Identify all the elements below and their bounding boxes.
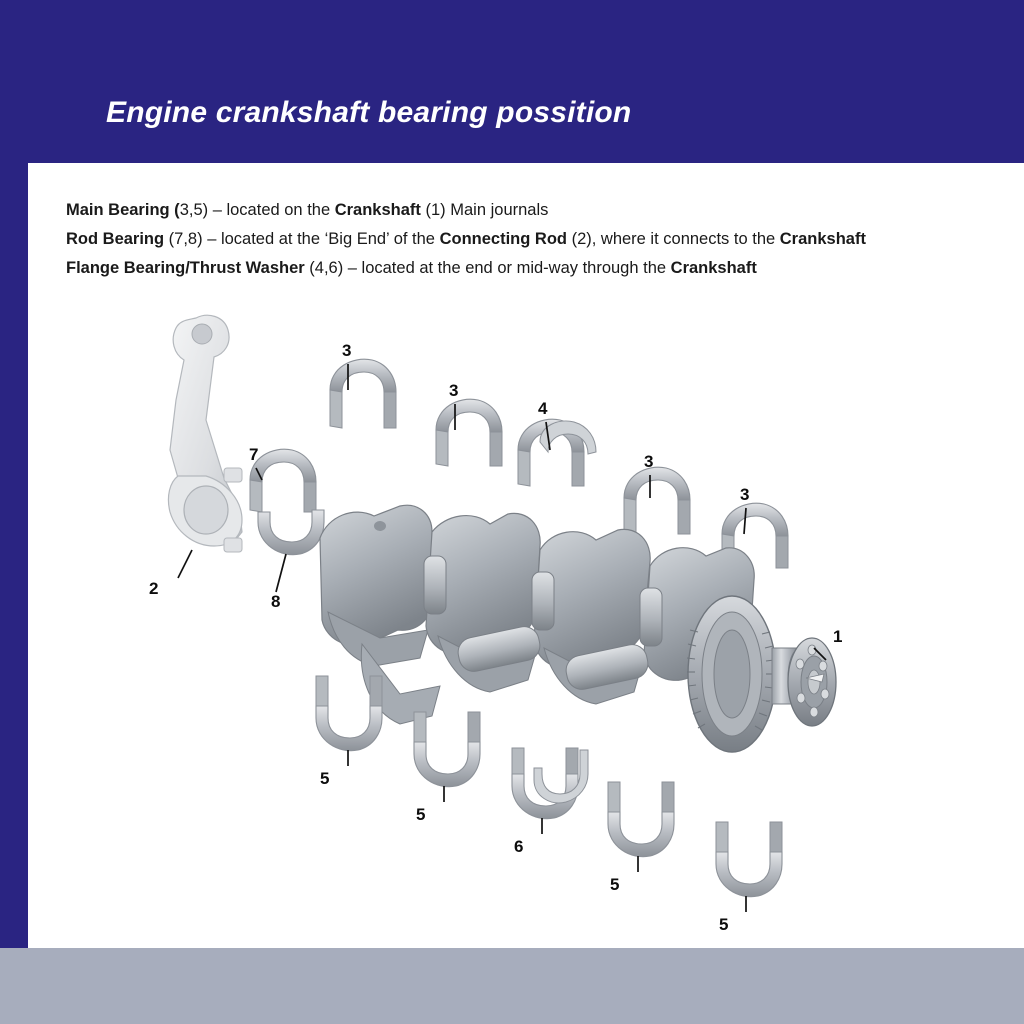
plain-text: 3,5) – located on the — [179, 201, 335, 219]
main-bearing-lower-shell-3 — [608, 782, 674, 857]
main-bearing-upper-shell-2 — [436, 399, 502, 466]
callout-7: 7 — [249, 445, 259, 464]
main-bearing-lower-shell-1 — [316, 676, 382, 751]
plain-text: (7,8) – located at the ‘Big End’ of the — [164, 230, 440, 248]
description-text — [66, 196, 996, 283]
engine-crankshaft-bearing-exploded-diagram — [28, 300, 1024, 948]
page-title: Engine crankshaft bearing possition — [106, 96, 632, 129]
description-line-3 — [66, 254, 996, 283]
callout-4: 4 — [538, 399, 548, 418]
callout-3a: 3 — [342, 341, 352, 360]
plain-text: (1) Main journals — [420, 201, 549, 219]
crankshaft — [320, 505, 836, 752]
callout-3b: 3 — [449, 381, 459, 400]
callout-3c: 3 — [644, 452, 654, 471]
crankshaft-flange — [772, 638, 836, 726]
crankshaft-ring-gear — [687, 596, 776, 752]
emphasis-text: Rod Bearing — [66, 230, 165, 248]
main-bearing-upper-shell-3 — [624, 467, 690, 534]
rod-bearing-upper-shell — [250, 449, 316, 512]
callout-5a: 5 — [320, 769, 330, 788]
main-bearing-lower-shell-4 — [716, 822, 782, 897]
plain-text: (4,6) – located at the end or mid-way through the — [304, 259, 671, 277]
flange-bearing-thrust-washer-upper — [518, 419, 596, 486]
main-bearing-upper-shell-1 — [330, 359, 396, 428]
callout-3d: 3 — [740, 485, 750, 504]
emphasis-text: Connecting Rod — [439, 230, 567, 248]
callout-1: 1 — [833, 627, 843, 646]
callout-6: 6 — [514, 837, 524, 856]
emphasis-text: Main Bearing ( — [66, 201, 180, 219]
callout-5b: 5 — [416, 805, 426, 824]
description-line-2 — [66, 225, 996, 254]
left-accent-band — [0, 0, 28, 1024]
emphasis-text: Flange Bearing/Thrust Washer — [66, 259, 305, 277]
callout-8: 8 — [271, 592, 281, 611]
callout-2: 2 — [149, 579, 159, 598]
main-bearing-lower-shell-2 — [414, 712, 480, 787]
header-bar — [28, 0, 1024, 163]
footer-band — [0, 948, 1024, 1024]
emphasis-text: Crankshaft — [779, 230, 866, 248]
plain-text: (2), where it connects to the — [566, 230, 780, 248]
connecting-rod — [168, 315, 242, 552]
flange-bearing-thrust-washer-lower — [512, 748, 588, 819]
emphasis-text: Crankshaft — [670, 259, 757, 277]
description-line-1 — [66, 196, 996, 225]
emphasis-text: Crankshaft — [334, 201, 421, 219]
callout-5c: 5 — [610, 875, 620, 894]
rod-bearing-lower-shell — [258, 510, 324, 555]
callout-5d: 5 — [719, 915, 729, 934]
